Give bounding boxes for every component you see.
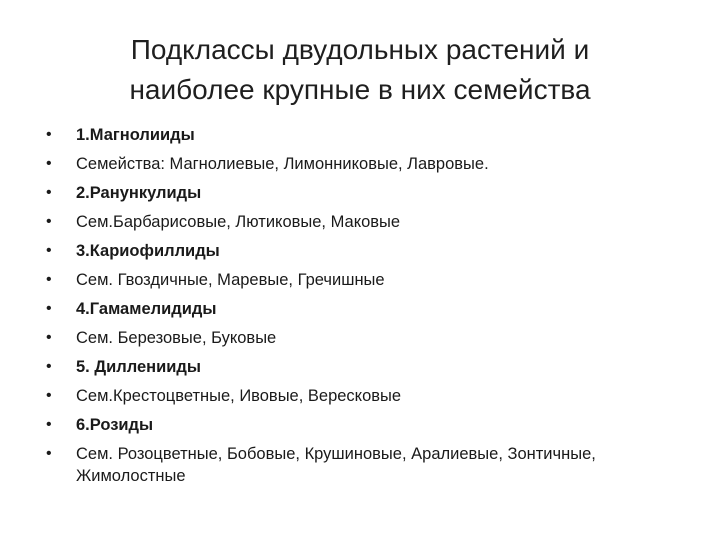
bullet-icon: • <box>46 126 52 143</box>
list-item <box>46 124 686 146</box>
list-item-text: Сем. Гвоздичные, Маревые, Гречишные <box>76 271 385 289</box>
list-item-text: Сем.Барбарисовые, Лютиковые, Маковые <box>76 213 401 231</box>
list-item <box>46 356 686 378</box>
list-item-text: 6.Розиды <box>76 416 154 434</box>
list-item-text: Сем.Крестоцветные, Ивовые, Вересковые <box>76 387 402 405</box>
bullet-icon: • <box>46 271 52 288</box>
slide-title <box>40 30 680 110</box>
bullet-icon: • <box>46 445 52 462</box>
list-item-text: 1.Магнолииды <box>76 126 195 144</box>
bullet-icon: • <box>46 184 52 201</box>
list-item <box>46 327 686 349</box>
bullet-icon: • <box>46 329 52 346</box>
list-item <box>46 153 686 175</box>
list-item <box>46 298 686 320</box>
list-item-text: 4.Гамамелидиды <box>76 300 217 318</box>
slide-title-line-2: наиболее крупные в них семейства <box>129 74 591 105</box>
list-item-text: 5. Дилленииды <box>76 358 201 376</box>
list-item-text: Сем. Розоцветные, Бобовые, Крушиновые, Аралиевые, Зонтичные, Жимолостные <box>76 445 596 485</box>
list-item <box>46 443 686 487</box>
slide-title-line-1: Подклассы двудольных растений и <box>130 34 590 65</box>
bullet-icon: • <box>46 387 52 404</box>
list-item <box>46 240 686 262</box>
bullet-icon: • <box>46 358 52 375</box>
list-item <box>46 414 686 436</box>
list-item-text: Сем. Березовые, Буковые <box>76 329 277 347</box>
list-item <box>46 385 686 407</box>
list-item <box>46 269 686 291</box>
list-item <box>46 211 686 233</box>
subclass-list <box>46 124 686 494</box>
list-item-text: 2.Ранункулиды <box>76 184 202 202</box>
bullet-icon: • <box>46 242 52 259</box>
list-item-text: 3.Кариофиллиды <box>76 242 220 260</box>
bullet-icon: • <box>46 416 52 433</box>
bullet-icon: • <box>46 300 52 317</box>
list-item <box>46 182 686 204</box>
bullet-icon: • <box>46 155 52 172</box>
list-item-text: Семейства: Магнолиевые, Лимонниковые, Лавровые. <box>76 155 489 173</box>
bullet-icon: • <box>46 213 52 230</box>
